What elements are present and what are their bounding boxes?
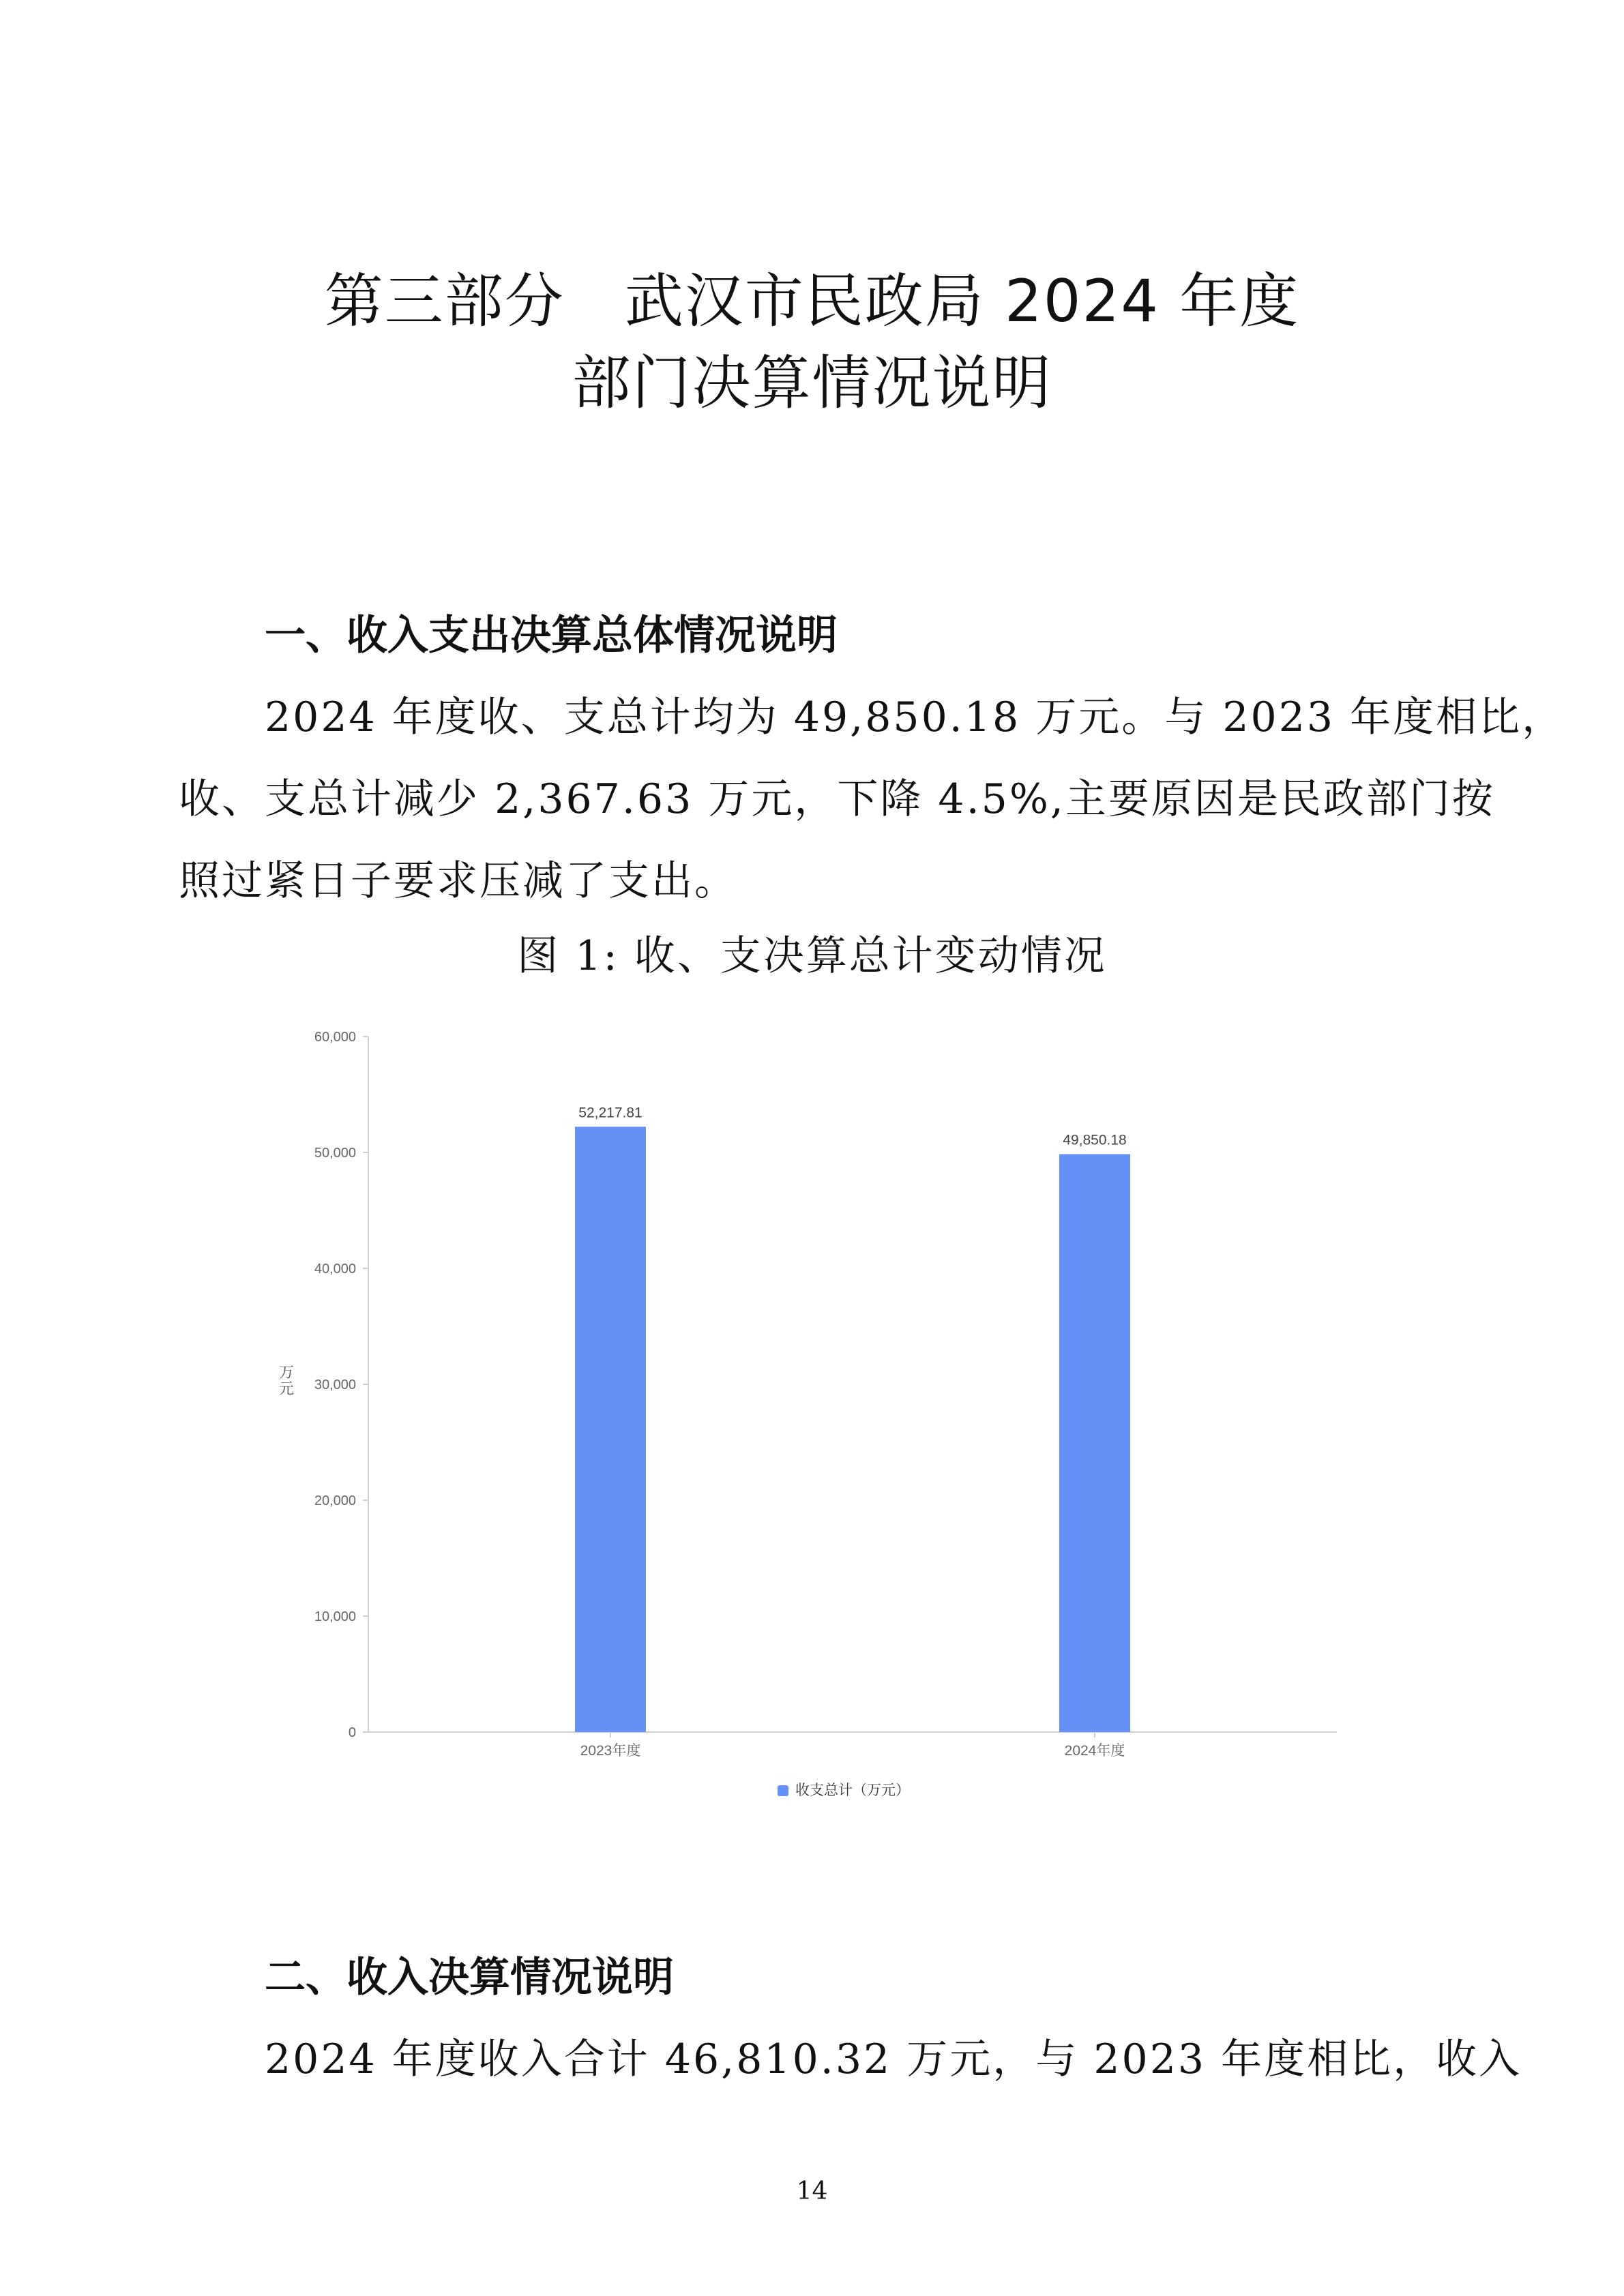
- y-tick-label: 20,000: [314, 1493, 356, 1508]
- y-tick-label: 0: [348, 1725, 356, 1740]
- y-tick-label: 50,000: [314, 1146, 356, 1161]
- bar-chart: [259, 1002, 1364, 1807]
- section-1-heading: 一、收入支出决算总体情况说明: [265, 612, 838, 659]
- y-tick-label: 30,000: [314, 1377, 356, 1392]
- paragraph-1-line-2: 收、支总计减少 2,367.63 万元，下降 4.5%,主要原因是民政部门按: [179, 775, 1495, 823]
- legend-label: 收支总计（万元）: [795, 1783, 910, 1798]
- section-2-heading: 二、收入决算情况说明: [265, 1954, 674, 2001]
- paragraph-1-line-3: 照过紧日子要求压减了支出。: [179, 857, 737, 905]
- data-label: 52,217.81: [578, 1105, 643, 1121]
- y-tick-label: 40,000: [314, 1262, 356, 1277]
- legend-swatch: [778, 1785, 788, 1796]
- bar: [1059, 1154, 1130, 1732]
- figure-caption: 图 1: 收、支决算总计变动情况: [517, 932, 1107, 980]
- x-tick-label: 2023年度: [580, 1743, 641, 1759]
- paragraph-2-line-1: 2024 年度收入合计 46,810.32 万元，与 2023 年度相比，收入: [265, 2036, 1522, 2083]
- bar: [575, 1127, 646, 1732]
- page-title-line-1: 第三部分 武汉市民政局 2024 年度: [324, 267, 1300, 336]
- paragraph-1-line-1: 2024 年度收、支总计均为 49,850.18 万元。与 2023 年度相比，: [265, 694, 1565, 741]
- x-tick-label: 2024年度: [1064, 1743, 1125, 1759]
- data-label: 49,850.18: [1063, 1132, 1127, 1148]
- page-title-line-2: 部门决算情况说明: [572, 349, 1052, 417]
- y-axis-label: 万元: [278, 1364, 295, 1397]
- y-tick-label: 60,000: [314, 1030, 356, 1045]
- page-number: 14: [796, 2177, 828, 2205]
- y-tick-label: 10,000: [314, 1609, 356, 1624]
